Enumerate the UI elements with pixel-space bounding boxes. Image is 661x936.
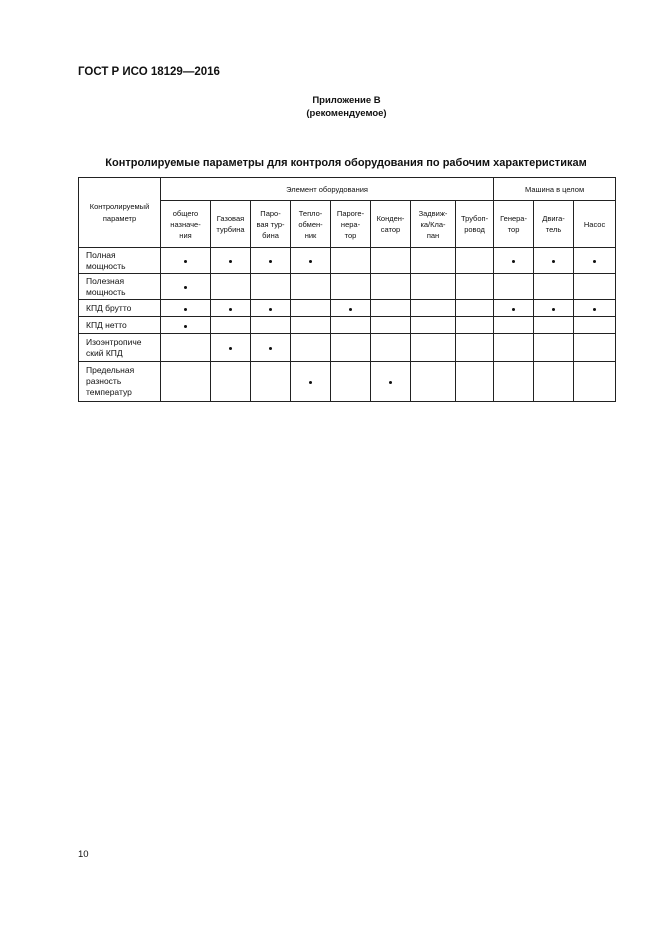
bullet-mark [269, 260, 272, 263]
column-header-line: Насос [583, 219, 606, 229]
column-header-line: ка/Кла- [420, 219, 446, 229]
column-header [371, 201, 411, 248]
bullet-mark [309, 260, 312, 263]
column-header [411, 201, 456, 248]
row-label-line: температур [86, 387, 132, 397]
parameters-table [78, 177, 616, 402]
table-cell [494, 362, 534, 402]
table-cell [574, 274, 616, 300]
table-cell [161, 317, 211, 334]
bullet-mark [349, 308, 352, 311]
table-cell [494, 300, 534, 317]
table-cell [494, 334, 534, 362]
table-cell [456, 362, 494, 402]
table-cell [161, 274, 211, 300]
column-header-line: турбина [216, 225, 245, 234]
row-label [79, 334, 161, 362]
bullet-mark [593, 308, 596, 311]
table-cell [331, 248, 371, 274]
row-label [79, 274, 161, 300]
row-label-line: Предельная [86, 365, 135, 375]
column-header [251, 201, 291, 248]
bullet-mark [184, 308, 187, 311]
corner-header [79, 178, 161, 248]
table-cell [211, 334, 251, 362]
column-header-line: обмен- [298, 219, 323, 229]
table-row [79, 274, 616, 300]
table-row [79, 300, 616, 317]
row-label-line: КПД нетто [86, 319, 127, 330]
table-cell [456, 274, 494, 300]
table-cell [251, 248, 291, 274]
table-cell [411, 334, 456, 362]
row-label-line: мощность [86, 286, 126, 297]
bullet-mark [229, 260, 232, 263]
column-header [534, 201, 574, 248]
table-cell [371, 274, 411, 300]
column-header [331, 201, 371, 248]
bullet-mark [593, 260, 596, 263]
table-cell [331, 300, 371, 317]
table-cell [411, 300, 456, 317]
table-cell [494, 248, 534, 274]
table-cell [291, 274, 331, 300]
column-header [291, 201, 331, 248]
standard-header: ГОСТ Р ИСО 18129—2016 [78, 66, 220, 78]
table-cell [494, 317, 534, 334]
table-cell [411, 362, 456, 402]
row-label [79, 317, 161, 334]
corner-line: параметр [102, 213, 137, 223]
appendix-subtitle: (рекомендуемое) [306, 108, 387, 119]
table-cell [161, 334, 211, 362]
column-header-line: тор [507, 225, 520, 234]
column-header-line: Двига- [542, 214, 565, 223]
equipment-element-header: Элемент оборудования [161, 178, 494, 201]
row-label [79, 248, 161, 274]
table-cell [211, 274, 251, 300]
bullet-mark [184, 325, 187, 328]
column-header-line: Конден- [376, 214, 405, 223]
table-row [79, 317, 616, 334]
column-header-line: Пароге- [336, 208, 365, 218]
table-cell [331, 274, 371, 300]
bullet-mark [389, 381, 392, 384]
table-cell [211, 248, 251, 274]
table-row [79, 334, 616, 362]
table-cell [291, 248, 331, 274]
table-row [79, 248, 616, 274]
table-cell [251, 274, 291, 300]
column-header-line: бина [262, 230, 279, 240]
table-title: Контролируемые параметры для контроля оборудования по рабочим характеристикам [105, 157, 587, 169]
table-cell [371, 300, 411, 317]
row-label [79, 300, 161, 317]
table-cell [211, 317, 251, 334]
table-cell [371, 362, 411, 402]
bullet-mark [552, 260, 555, 263]
column-header-line: Паро- [260, 208, 281, 218]
bullet-mark [552, 308, 555, 311]
table-cell [534, 334, 574, 362]
table-cell [161, 362, 211, 402]
table-cell [574, 300, 616, 317]
column-header-line: ния [179, 230, 192, 240]
table-cell [574, 362, 616, 402]
row-label-line: мощность [86, 260, 126, 271]
corner-line: Контролируемый [89, 201, 150, 211]
table-cell [161, 248, 211, 274]
bullet-mark [184, 260, 187, 263]
table-cell [211, 362, 251, 402]
column-header-line: тор [344, 230, 357, 240]
table-cell [534, 362, 574, 402]
table-cell [411, 248, 456, 274]
table-cell [574, 248, 616, 274]
table-cell [211, 300, 251, 317]
table-cell [456, 248, 494, 274]
bullet-mark [269, 347, 272, 350]
table-cell [291, 362, 331, 402]
column-header [494, 201, 534, 248]
table-cell [331, 317, 371, 334]
table-cell [251, 334, 291, 362]
table-cell [251, 317, 291, 334]
row-label-line: Изоэнтропиче [86, 336, 142, 347]
bullet-mark [512, 308, 515, 311]
column-header-line: сатор [380, 225, 401, 234]
column-header [161, 201, 211, 248]
table-cell [534, 274, 574, 300]
table-cell [456, 300, 494, 317]
column-header-line: Тепло- [298, 208, 323, 218]
column-header-line: Трубоп- [460, 214, 489, 223]
table-cell [331, 334, 371, 362]
bullet-mark [512, 260, 515, 263]
page-number: 10 [78, 849, 89, 860]
table-cell [371, 317, 411, 334]
machine-whole-header: Машина в целом [494, 178, 616, 201]
table-cell [291, 317, 331, 334]
column-header-line: Генера- [500, 214, 527, 223]
column-header [574, 201, 616, 248]
table-cell [534, 300, 574, 317]
table-cell [291, 334, 331, 362]
column-header-line: вая тур- [256, 219, 285, 229]
table-cell [371, 334, 411, 362]
table-cell [574, 317, 616, 334]
column-header-line: ровод [464, 225, 485, 234]
table-cell [534, 317, 574, 334]
header-row-groups [79, 178, 616, 201]
table-row [79, 362, 616, 402]
column-header-line: Газовая [216, 214, 245, 223]
table-cell [456, 334, 494, 362]
column-header [456, 201, 494, 248]
bullet-mark [269, 308, 272, 311]
row-label-line: Полезная [86, 275, 125, 286]
row-label-line: разность [86, 376, 122, 386]
column-header [211, 201, 251, 248]
column-header-line: назначе- [170, 219, 201, 229]
bullet-mark [229, 347, 232, 350]
table-cell [251, 300, 291, 317]
table-cell [456, 317, 494, 334]
table-body [79, 248, 616, 402]
column-header-line: тель [545, 225, 562, 234]
column-header-line: общего [172, 208, 199, 218]
bullet-mark [184, 286, 187, 289]
table-cell [331, 362, 371, 402]
row-label-line: ский КПД [86, 347, 123, 358]
table-cell [534, 248, 574, 274]
column-header-line: пан [426, 230, 440, 240]
column-header-line: ник [304, 230, 317, 240]
table-cell [251, 362, 291, 402]
table-cell [411, 274, 456, 300]
appendix-title: Приложение В [312, 95, 381, 106]
table-cell [371, 248, 411, 274]
table-cell [161, 300, 211, 317]
row-label-line: Полная [86, 249, 116, 260]
bullet-mark [309, 381, 312, 384]
column-header-line: Задвиж- [418, 208, 448, 218]
table-cell [494, 274, 534, 300]
row-label-line: КПД брутто [86, 302, 132, 313]
bullet-mark [229, 308, 232, 311]
table-cell [411, 317, 456, 334]
table-cell [574, 334, 616, 362]
table-cell [291, 300, 331, 317]
column-header-line: нера- [340, 219, 361, 229]
row-label [79, 362, 161, 402]
